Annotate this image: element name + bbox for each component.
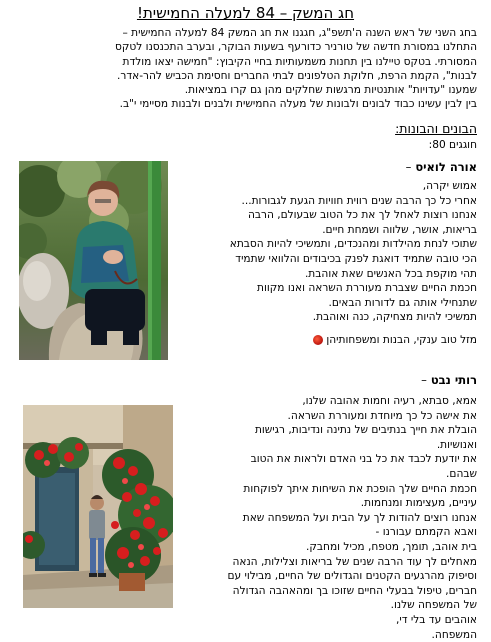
greeting-line: וסיפוק מהרגעים הקטנים והגדולים של החיים, מבילוי עם: [179, 569, 477, 584]
section-title: הבונים והבונות:: [395, 121, 477, 136]
person-name-text: רותי נבט: [431, 373, 477, 387]
name-dash: –: [421, 373, 427, 387]
celebrants-count-heading: חוגגים 80:: [429, 139, 477, 151]
intro-line: בין לבין עשינו כבוד לבונים ולבונות של מעלה החמישית ולבנים ולבנות מסיימי י"ב.: [15, 97, 477, 111]
flower-icon: [313, 335, 323, 345]
intro-line: התחלנו במסורת חדשה של טורניר כדורעף בשעות הבוקר, ובערב התכנסנו לטקס: [15, 40, 477, 54]
intro-line: בחג השני של ראש השנה ה'תשפ"ג, חגגנו את חג המשק 84 למעלה החמישית –: [15, 26, 477, 40]
greeting-line: הכי טובה שתמיד דואגת לפנק בכיבודים והלוואי שתמיד: [179, 252, 477, 267]
greeting-line: מזל טוב ענקי, הבנות ומשפחותיהן: [326, 334, 477, 346]
greeting-line: בריאות, אושר, שלווה ושמחת חיים.: [179, 223, 477, 238]
person-name: [421, 373, 477, 387]
person-name: [406, 160, 477, 174]
intro-paragraph: [15, 26, 477, 112]
greeting-line: [179, 325, 477, 333]
greeting-line: את יודעת לכבד את כל בני האדם ולראות את הטוב: [179, 452, 477, 467]
greeting-text: [179, 394, 477, 642]
greeting-line: תהי מוקפת בכל האנשים שאת אוהבת.: [179, 267, 477, 282]
person-name-text: אורה לואיס: [415, 160, 477, 174]
greeting-line: ואבא הקמתם עבורנו -: [179, 525, 477, 540]
greeting-line: הובלת את חייך בנתיבים של נתינה ונדיבות, רגישות: [179, 423, 477, 438]
greeting-text: [179, 179, 477, 348]
greeting-signature: [179, 333, 477, 348]
greeting-line: שבהם.: [179, 467, 477, 482]
greeting-line: אנחנו רוצים להודות לך על הבית ועל המשפחה שאת: [179, 511, 477, 526]
photo-ora-lewis: [19, 161, 168, 360]
intro-line: המסורתי. בטקס טיילנו בין תחנות משמעותיות בחיי הקיבוץ: "חמישה יצאו מולדת: [15, 55, 477, 69]
photo-ruti-nevet: [23, 405, 173, 608]
intro-line: לבנות", הקמת הרפת, חלוקת הטלפונים לבתי החברים וחסימת הכביש להר-אדר.: [15, 69, 477, 83]
page-title: חג המשק – 84 למעלה החמישית!: [0, 4, 491, 22]
greeting-line: בית אוהב, תומך, מטפח, מכיל ומחבק.: [179, 540, 477, 555]
greeting-line: חברים, טיפול בבעלי החיים שזוכו בך ומהאהבה הגדולה: [179, 584, 477, 599]
greeting-line: שתוכי לנחת מהילדות ומהנכדים, ותמשיכי להיות הסבתא: [179, 237, 477, 252]
greeting-line: אחרי כל כך הרבה שנים רווית חוויות הגעת לגבורות...: [179, 194, 477, 209]
greeting-line: עיניים, מעצימות ומנחמות.: [179, 496, 477, 511]
intro-line: שמענו "עדויות" אותנטיות מרגשות שחלקים מהן גם קרו במציאות.: [15, 83, 477, 97]
greeting-line: חכמת החיים שצברת מעוררת השראה ואנו מקוות: [179, 281, 477, 296]
greeting-line: חכמת החיים שלך הופכת את השיחות איתך לפוקחות: [179, 482, 477, 497]
name-dash: –: [406, 160, 412, 174]
greeting-line: אוהבים עד בלי די,: [179, 613, 477, 628]
greeting-line: תמשיכי להיות מצחיקה, כנה ואוהבת.: [179, 310, 477, 325]
greeting-line: המשפחה.: [179, 628, 477, 642]
greeting-line: אנחנו רוצות לאחל לך את כל הטוב שבעולם, הרבה: [179, 208, 477, 223]
greeting-line: אמוש יקרה,: [179, 179, 477, 194]
greeting-line: מאחלים לך עוד הרבה שנים של בריאות וצלילות, הנאה: [179, 555, 477, 570]
greeting-line: שתנחילי אותה גם לדורות הבאים.: [179, 296, 477, 311]
greeting-line: את אישה כל כך מיוחדת ומעוררת השראה.: [179, 409, 477, 424]
greeting-line: של המשפחה שלנו.: [179, 598, 477, 613]
greeting-line: ואנושיות.: [179, 438, 477, 453]
greeting-line: אמא, סבתא, רעיה וחמות אהובה שלנו,: [179, 394, 477, 409]
